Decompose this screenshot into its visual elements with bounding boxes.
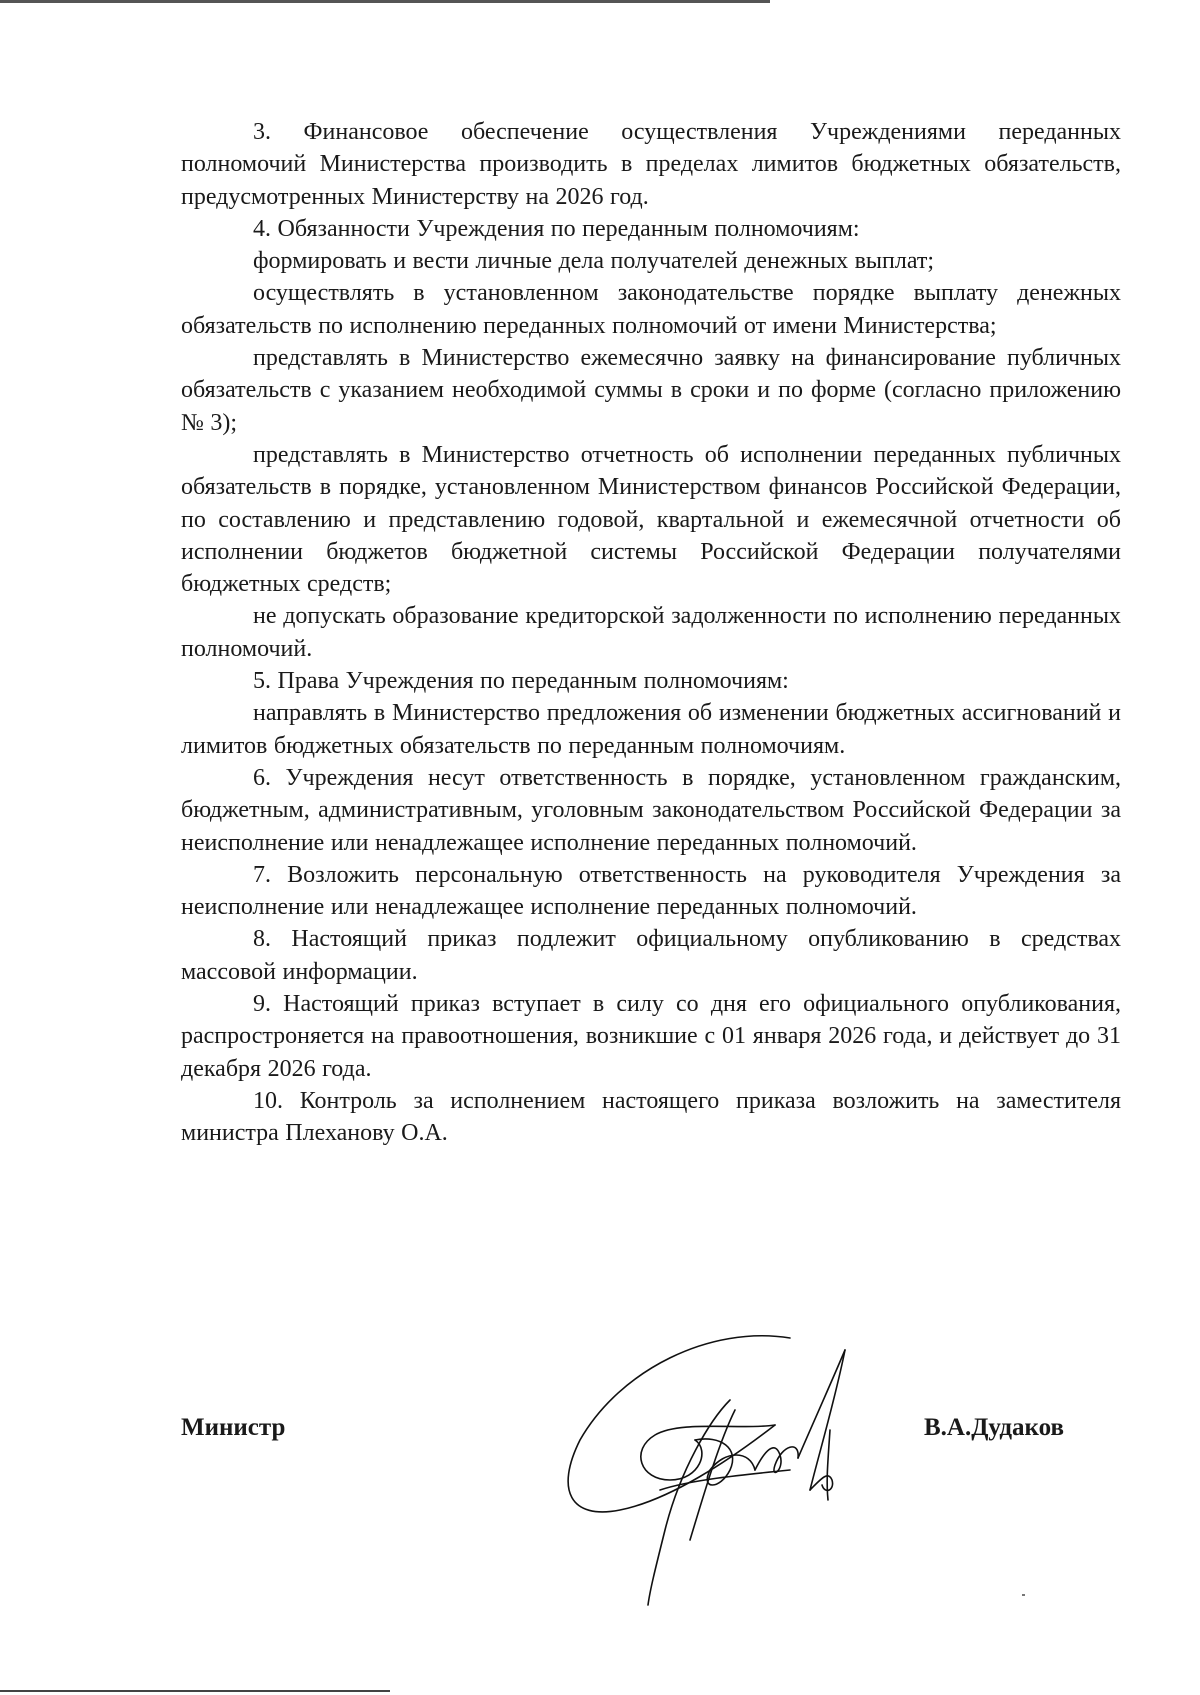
paragraph-4-duty-payments: осуществлять в установленном законодательстве порядке выплату денежных обязательств по исполнению переданных полномочий от имени Министерства; <box>181 280 1121 339</box>
paragraph-7-personal-liability: 7. Возложить персональную ответственность на руководителя Учреждения за неисполнение или ненадлежащее исполнение переданных полномочий. <box>181 861 1121 921</box>
signature-block <box>0 1310 1200 1610</box>
handwritten-signature <box>560 1330 890 1620</box>
paragraph-8-publication: 8. Настоящий приказ подлежит официальному опубликованию в средствах массовой информации. <box>181 926 1121 985</box>
paragraph-9-effective-date: 9. Настоящий приказ вступает в силу со дня его официального опубликования, распростроняется на правоотношения, возникшие с 01 января 2026 года, и действует до 31 декабря 2026 года. <box>181 991 1121 1082</box>
document-body <box>181 116 1121 1150</box>
scan-speck <box>1022 1594 1025 1596</box>
paragraph-4-duties-heading: 4. Обязанности Учреждения по переданным полномочиям: <box>253 215 860 242</box>
signatory-title: Министр <box>181 1414 286 1441</box>
scan-edge-bottom <box>0 1690 390 1692</box>
paragraph-3-financing: 3. Финансовое обеспечение осуществления Учреждениями переданных полномочий Министерства производить в пределах лимитов бюджетных обязательств, предусмотренных Министерству на 2026 год. <box>181 119 1121 210</box>
paragraph-4-duty-no-debt: не допускать образование кредиторской задолженности по исполнению переданных полномочий. <box>181 603 1121 662</box>
paragraph-5-rights-heading: 5. Права Учреждения по переданным полномочиям: <box>253 668 789 695</box>
signatory-name: В.А.Дудаков <box>924 1414 1064 1441</box>
scan-edge-top <box>0 0 770 3</box>
paragraph-5-right-proposals: направлять в Министерство предложения об изменении бюджетных ассигнований и лимитов бюджетных обязательств по переданным полномочиям. <box>181 700 1121 759</box>
paragraph-6-liability: 6. Учреждения несут ответственность в порядке, установленном гражданским, бюджетным, административным, уголовным законодательством Российской Федерации за неисполнение или ненадлежащее исполнение переданных полномочий. <box>181 764 1121 856</box>
paragraph-4-duty-monthly-request: представлять в Министерство ежемесячно заявку на финансирование публичных обязательств с указанием необходимой суммы в сроки и по форме (согласно приложению № 3); <box>181 345 1121 436</box>
paragraph-4-duty-records: формировать и вести личные дела получателей денежных выплат; <box>253 248 935 275</box>
paragraph-10-control: 10. Контроль за исполнением настоящего приказа возложить на заместителя министра Плеханову О.А. <box>181 1087 1121 1147</box>
paragraph-4-duty-reporting: представлять в Министерство отчетность об исполнении переданных публичных обязательств в порядке, установленном Министерством финансов Российской Федерации, по составлению и представлению годовой, квартальной и ежемесячной отчетности об исполнении бюджетов бюджетной системы Российской Федерации получателями бюджетных средств; <box>181 441 1121 598</box>
